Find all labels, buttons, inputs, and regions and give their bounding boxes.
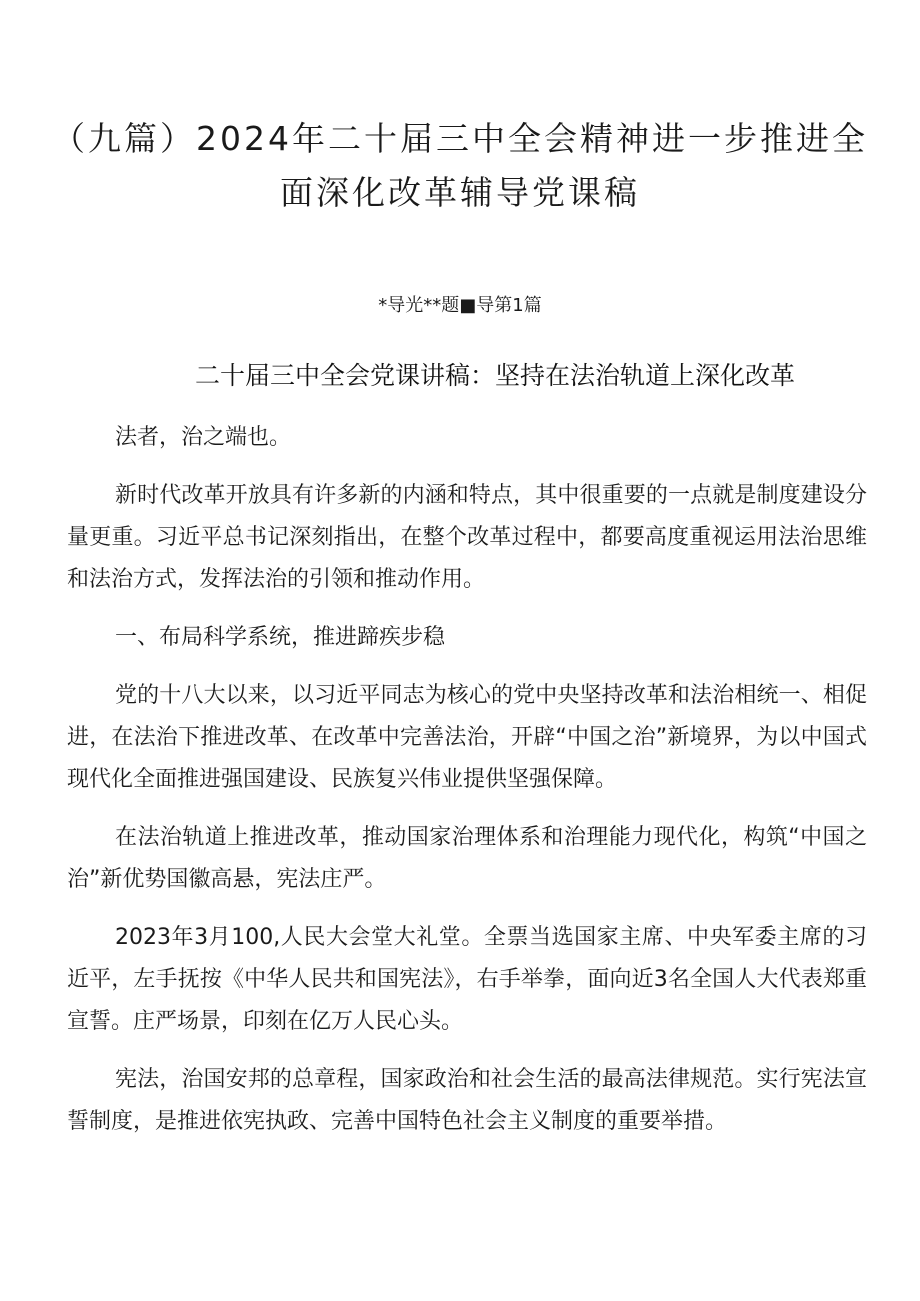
article-title: 二十届三中全会党课讲稿：坚持在法治轨道上深化改革 bbox=[195, 361, 796, 390]
paragraph: 在法治轨道上推进改革，推动国家治理体系和治理能力现代化，构筑“中国之治”新优势国徽高悬，宪法庄严。 bbox=[67, 825, 867, 892]
document-title-line-2: 面深化改革辅导党课稿 bbox=[280, 173, 640, 212]
paragraph: 宪法，治国安邦的总章程，国家政治和社会生活的最高法律规范。实行宪法宣誓制度，是推进依宪执政、完善中国特色社会主义制度的重要举措。 bbox=[67, 1067, 867, 1134]
paragraph: 党的十八大以来，以习近平同志为核心的党中央坚持改革和法治相统一、相促进，在法治下推进改革、在改革中完善法治，开辟“中国之治”新境界，为以中国式现代化全面推进强国建设、民族复兴伟业提供坚强保障。 bbox=[67, 683, 867, 792]
paragraph: 新时代改革开放具有许多新的内涵和特点，其中很重要的一点就是制度建设分量更重。习近平总书记深刻指出，在整个改革过程中，都要高度重视运用法治思维和法治方式，发挥法治的引领和推动作用。 bbox=[67, 483, 867, 592]
paragraph: 2023年3月100,人民大会堂大礼堂。全票当选国家主席、中央军委主席的习近平，左手抚按《中华人民共和国宪法》，右手举拳，面向近3名全国人大代表郑重宣誓。庄严场景，印刻在亿万人民心头。 bbox=[67, 925, 867, 1034]
document-body bbox=[67, 417, 867, 1159]
document-title bbox=[40, 112, 880, 220]
guide-label: *导光**题■导第1篇 bbox=[378, 295, 542, 316]
paragraph-opening: 法者，治之端也。 bbox=[115, 425, 292, 450]
document-title-line-1: （九篇）2024年二十届三中全会精神进一步推进全 bbox=[52, 119, 868, 158]
section-heading: 一、布局科学系统，推进蹄疾步稳 bbox=[115, 625, 446, 650]
